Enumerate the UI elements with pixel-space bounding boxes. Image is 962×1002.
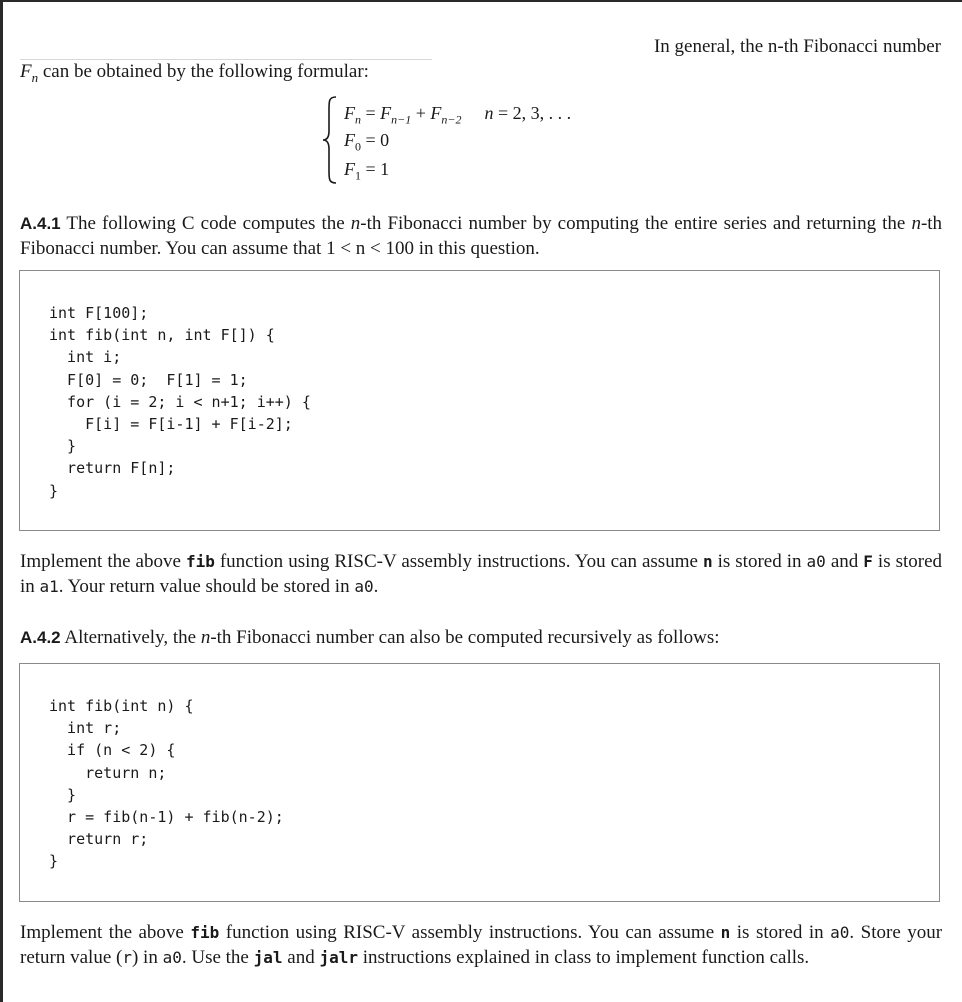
q1-text-b: -th Fibonacci number by computing the entire series and (360, 213, 801, 234)
code-box-recursive (19, 663, 940, 902)
intro-line-2: $F_n$ can be obtained by the following formular: (20, 61, 369, 85)
code-iterative: int F[100]; int fib(int n, int F[]) { int i; F[0] = 0; F[1] = 1; for (i = 2; i < n+1; i++) { F[i] = F[i-1] + F[i-2]; } return F[n]; } (49, 304, 311, 500)
code-box-iterative (19, 270, 940, 531)
q1-impl-e: is stored in (20, 551, 943, 597)
q1-impl-a0: a0 (806, 552, 826, 571)
q2-impl-b: function using RISC-V assembly instructions. You can assume (225, 922, 715, 943)
q2-impl-jalr: jalr (319, 947, 358, 967)
q2-impl-n: n (720, 923, 731, 942)
q2-impl-r: r (122, 947, 132, 967)
q1-impl-F: F (863, 552, 873, 571)
q2-impl-h: instructions explained in class to implement (362, 946, 697, 968)
q2-impl-c: is stored in (736, 922, 824, 943)
frame-left-edge (0, 0, 3, 1002)
q1-impl-a1: a1 (39, 576, 59, 596)
q1-impl-n: n (702, 552, 713, 571)
q2-impl-e: ) in (131, 946, 158, 968)
q1-impl-b: function using RISC-V assembly instructions. You can assume (219, 551, 698, 572)
question-a41-label: A.4.1 (20, 214, 61, 233)
q1-impl-fn: fib (185, 552, 215, 571)
q2-impl-d: . Store your return value ( (20, 922, 943, 968)
q2-text-a: Alternatively, the (64, 627, 197, 648)
code-recursive: int fib(int n) { int r; if (n < 2) { return n; } r = fib(n-1) + fib(n-2); return r; } (49, 697, 284, 871)
question-a41-instructions (20, 550, 942, 599)
q1-impl-d: and (830, 551, 859, 572)
equation-f1: $F_1 = 1$ (344, 159, 390, 183)
q1-text-d: -th Fibonacci number. You can assume that 1 < n < 100 in this question. (20, 213, 943, 259)
q2-impl-i: function calls. (701, 946, 810, 968)
q2-impl-fn: fib (190, 923, 220, 942)
equation-brace (320, 95, 340, 185)
intro-line-1 (654, 35, 941, 59)
q2-impl-jal: jal (253, 947, 283, 967)
q2-impl-a: Implement the above (20, 922, 184, 943)
question-a41-text: A.4.1 The following C code computes the n-th Fibonacci number by computing the entire series and returning the n-th Fibonacci number. You can assume that 1 < n < 100 in this question. (20, 213, 943, 259)
q2-impl-a0b: a0 (162, 947, 182, 967)
question-a42-label: A.4.2 (20, 628, 61, 647)
q1-impl-c: is stored in (717, 551, 802, 572)
q1-impl-a0b: a0 (354, 576, 374, 596)
q1-impl-g: . (373, 575, 379, 597)
q1-text-a: The following C code computes the (66, 213, 345, 234)
question-a42-instructions (20, 921, 942, 970)
q1-impl-a: Implement the above (20, 551, 181, 572)
equation-recurrence: $F_n = F_{n-1} + F_{n-2}$ n = 2, 3, . . . (344, 103, 572, 127)
question-a42-text: A.4.2 Alternatively, the n-th Fibonacci number can also be computed recursively as follows: (20, 627, 720, 648)
intro-line-1-text: In general, the n-th Fibonacci number (653, 36, 941, 57)
q2-text-b: -th Fibonacci number can also be computed recursively as follows: (210, 627, 720, 648)
q2-impl-g: and (287, 946, 315, 968)
q1-impl-f: . Your return value should be stored in (58, 575, 350, 597)
q2-impl-a0: a0 (830, 923, 850, 942)
q2-impl-f: . Use the (181, 946, 249, 968)
equation-f0: $F_0 = 0$ (344, 130, 390, 154)
intro-line-2-text: can be obtained by the following formular: (42, 61, 369, 82)
q1-text-c: returning the (806, 213, 906, 234)
frame-top-edge (0, 0, 962, 2)
